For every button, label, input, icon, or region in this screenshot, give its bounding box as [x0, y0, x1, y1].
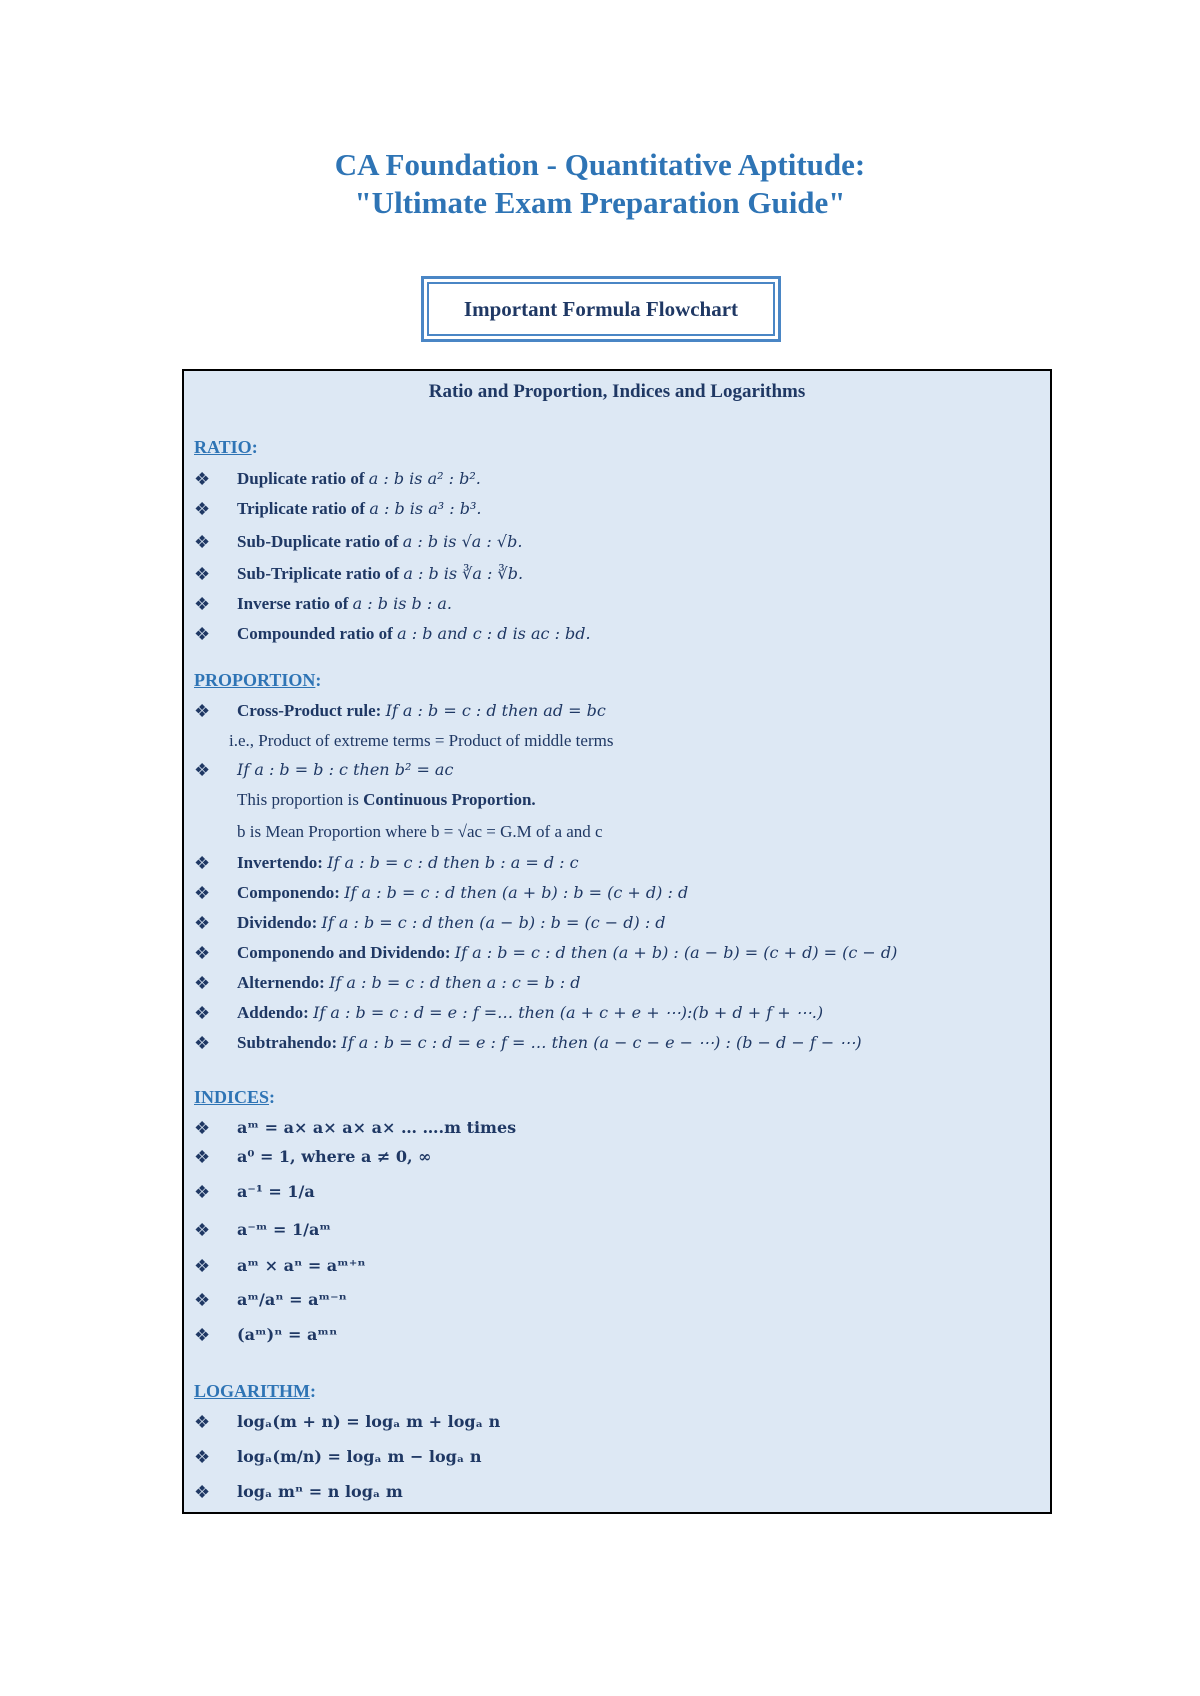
indices-heading: INDICES:	[194, 1087, 276, 1107]
diamond-bullet-icon: ❖	[194, 1482, 211, 1502]
ratio-heading: RATIO:	[194, 437, 258, 457]
continuous-proportion-note: This proportion is Continuous Proportion.	[237, 790, 536, 809]
diamond-bullet-icon: ❖	[194, 913, 211, 933]
diamond-bullet-icon: ❖	[194, 1290, 211, 1310]
diamond-bullet-icon: ❖	[194, 760, 211, 780]
diamond-bullet-icon: ❖	[194, 1182, 211, 1202]
diamond-bullet-icon: ❖	[194, 532, 211, 552]
flowchart-label: Important Formula Flowchart	[427, 282, 775, 336]
proportion-heading: PROPORTION:	[194, 670, 322, 690]
diamond-bullet-icon: ❖	[194, 594, 211, 614]
diamond-bullet-icon: ❖	[194, 469, 211, 489]
diamond-bullet-icon: ❖	[194, 624, 211, 644]
panel-heading: Ratio and Proportion, Indices and Logarithms	[428, 381, 806, 402]
diamond-bullet-icon: ❖	[194, 973, 211, 993]
document-title-line2: "Ultimate Exam Preparation Guide"	[354, 185, 846, 220]
mean-proportion-note: b is Mean Proportion where b = √ac = G.M of a and c	[237, 822, 603, 841]
diamond-bullet-icon: ❖	[194, 1256, 211, 1276]
diamond-bullet-icon: ❖	[194, 883, 211, 903]
formula-panel: Ratio and Proportion, Indices and Logarithms RATIO: ❖ Duplicate ratio of a : b is a² : b². ❖ Triplicate ratio of a : b is a³ : b³. ❖ Sub-Duplicate ratio of a : b is √a : √b. ❖ Sub-Triplicate ratio of a : b is ∛a : ∛b. ❖ Inverse ratio of a : b is b : a. ❖ Compounded ratio of a : b and c : d is ac : bd. PROPORTION: ❖ Cross-Product rule: If a : b = c : d then ad = bc i.e., Product of extreme terms = Product of middle terms ❖ If a : b = b : c then b² = ac This proportion is Continuous Proportion. b is Mean Proportion where b = √ac = G.M of a and c ❖ Invertendo: If a : b = c : d then b : a = d : c ❖ Componendo: If a : b = c : d then (a + b) : b = (c + d) : d ❖ Dividendo: If a : b = c : d then (a − b) : b = (c − d) : d ❖ Componendo and Dividendo: If a : b = c : d then (a + b) : (a − b) = (c + d) = (c − d) ❖ Alternendo: If a : b = c : d then a : c = b : d ❖ Addendo: If a : b = c : d = e : f =… then (a + c + e + ⋯):(b + d + f + ⋯.) ❖ Subtrahendo: If a : b = c : d = e : f = … then (a − c − e − ⋯) : (b − d − f − ⋯) INDICES: ❖ aᵐ = a× a× a× a× … ….m times ❖ a⁰ = 1, where a ≠ 0, ∞ ❖ a⁻¹ = 1/a ❖ a⁻ᵐ = 1/aᵐ ❖ aᵐ × aⁿ = aᵐ⁺ⁿ ❖ aᵐ/aⁿ = aᵐ⁻ⁿ ❖ (aᵐ)ⁿ = aᵐⁿ LOGARITHM: ❖ logₐ(m + n) = logₐ m + logₐ n ❖ logₐ(m/n) = logₐ m − logₐ n ❖ logₐ mⁿ = n logₐ m	[182, 369, 1052, 1514]
diamond-bullet-icon: ❖	[194, 1033, 211, 1053]
diamond-bullet-icon: ❖	[194, 853, 211, 873]
logarithm-heading: LOGARITHM:	[194, 1381, 317, 1401]
document-title-line1: CA Foundation - Quantitative Aptitude:	[334, 147, 866, 182]
diamond-bullet-icon: ❖	[194, 564, 211, 584]
diamond-bullet-icon: ❖	[194, 943, 211, 963]
diamond-bullet-icon: ❖	[194, 1147, 211, 1167]
flowchart-label-box	[421, 276, 781, 342]
diamond-bullet-icon: ❖	[194, 499, 211, 519]
diamond-bullet-icon: ❖	[194, 1412, 211, 1432]
cross-product-note: i.e., Product of extreme terms = Product of middle terms	[229, 731, 614, 750]
diamond-bullet-icon: ❖	[194, 1447, 211, 1467]
diamond-bullet-icon: ❖	[194, 1325, 211, 1345]
diamond-bullet-icon: ❖	[194, 1118, 211, 1138]
diamond-bullet-icon: ❖	[194, 1003, 211, 1023]
diamond-bullet-icon: ❖	[194, 701, 211, 721]
diamond-bullet-icon: ❖	[194, 1220, 211, 1240]
